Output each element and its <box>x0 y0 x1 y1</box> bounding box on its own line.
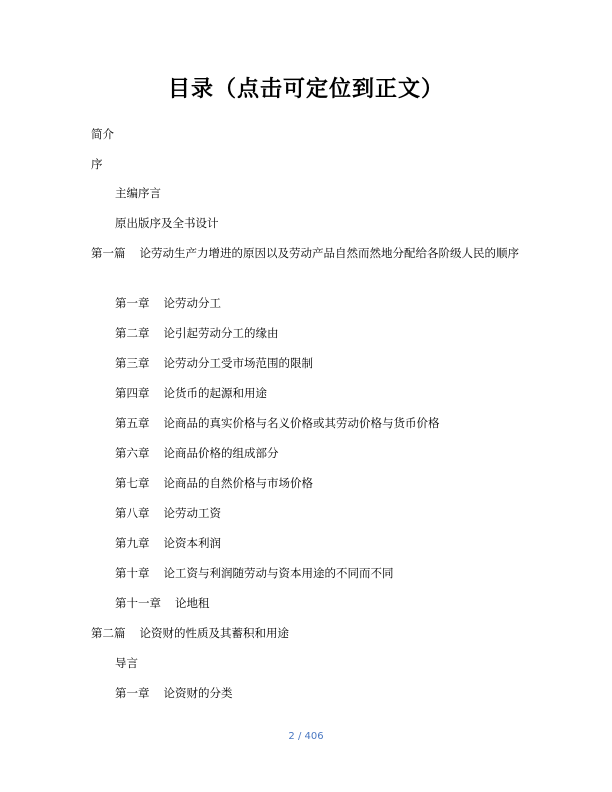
toc-prefix: 第三章 <box>115 356 150 370</box>
toc-prefix: 第六章 <box>115 446 150 460</box>
toc-label: 主编序言 <box>115 186 161 200</box>
toc-label: 论劳动分工受市场范围的限制 <box>163 356 313 370</box>
toc-label: 论地租 <box>175 596 210 610</box>
toc-label: 论引起劳动分工的缘由 <box>163 326 279 340</box>
toc-prefix: 第一篇 <box>91 246 126 260</box>
toc-prefix: 第二篇 <box>91 626 126 640</box>
toc-prefix: 第二章 <box>115 326 150 340</box>
toc-label: 导言 <box>115 656 138 670</box>
toc-label: 论商品价格的组成部分 <box>163 446 279 460</box>
toc-label: 论劳动分工 <box>163 296 221 310</box>
toc-link-b1-ch6[interactable] <box>115 444 279 462</box>
toc-label: 论资财的性质及其蓄积和用途 <box>139 626 289 640</box>
toc-link-preface[interactable] <box>91 155 103 173</box>
toc-link-intro[interactable] <box>91 125 114 143</box>
toc-link-b1-ch9[interactable] <box>115 534 221 552</box>
toc-label: 序 <box>91 157 103 171</box>
toc-prefix: 第五章 <box>115 416 150 430</box>
toc-link-b1-ch4[interactable] <box>115 384 267 402</box>
toc-prefix: 第十章 <box>115 566 150 580</box>
toc-prefix: 第一章 <box>115 686 150 700</box>
toc-label: 简介 <box>91 127 114 141</box>
toc-label: 论资本利润 <box>163 536 221 550</box>
toc-label: 论货币的起源和用途 <box>163 386 267 400</box>
page-number: 2 / 406 <box>288 731 324 742</box>
toc-link-book-2[interactable] <box>91 624 289 642</box>
toc-prefix: 第八章 <box>115 506 150 520</box>
toc-prefix: 第一章 <box>115 296 150 310</box>
toc-link-b1-ch5[interactable] <box>115 414 440 432</box>
toc-title: 目录（点击可定位到正文） <box>167 77 444 102</box>
toc-link-b1-ch11[interactable] <box>115 594 210 612</box>
toc-link-b1-ch2[interactable] <box>115 324 279 342</box>
toc-label: 论资财的分类 <box>163 686 233 700</box>
toc-label: 原出版序及全书设计 <box>115 216 219 230</box>
toc-link-editor-preface[interactable] <box>115 184 161 202</box>
toc-link-b1-ch1[interactable] <box>115 294 221 312</box>
toc-link-b1-ch7[interactable] <box>115 474 313 492</box>
toc-label: 论工资与利润随劳动与资本用途的不同而不同 <box>163 566 394 580</box>
toc-link-b1-ch8[interactable] <box>115 504 221 522</box>
toc-label: 论劳动生产力增进的原因以及劳动产品自然而然地分配给各阶级人民的顺序 <box>139 246 519 260</box>
toc-prefix: 第九章 <box>115 536 150 550</box>
toc-label: 论商品的自然价格与市场价格 <box>163 476 313 490</box>
toc-link-b2-intro[interactable] <box>115 654 138 672</box>
toc-label: 论劳动工资 <box>163 506 221 520</box>
toc-label: 论商品的真实价格与名义价格或其劳动价格与货币价格 <box>163 416 440 430</box>
toc-link-book-1[interactable] <box>91 244 531 262</box>
toc-link-b2-ch1[interactable] <box>115 684 233 702</box>
toc-link-original-preface[interactable] <box>115 214 219 232</box>
toc-prefix: 第四章 <box>115 386 150 400</box>
toc-prefix: 第十一章 <box>115 596 161 610</box>
toc-prefix: 第七章 <box>115 476 150 490</box>
toc-link-b1-ch3[interactable] <box>115 354 313 372</box>
toc-link-b1-ch10[interactable] <box>115 564 394 582</box>
